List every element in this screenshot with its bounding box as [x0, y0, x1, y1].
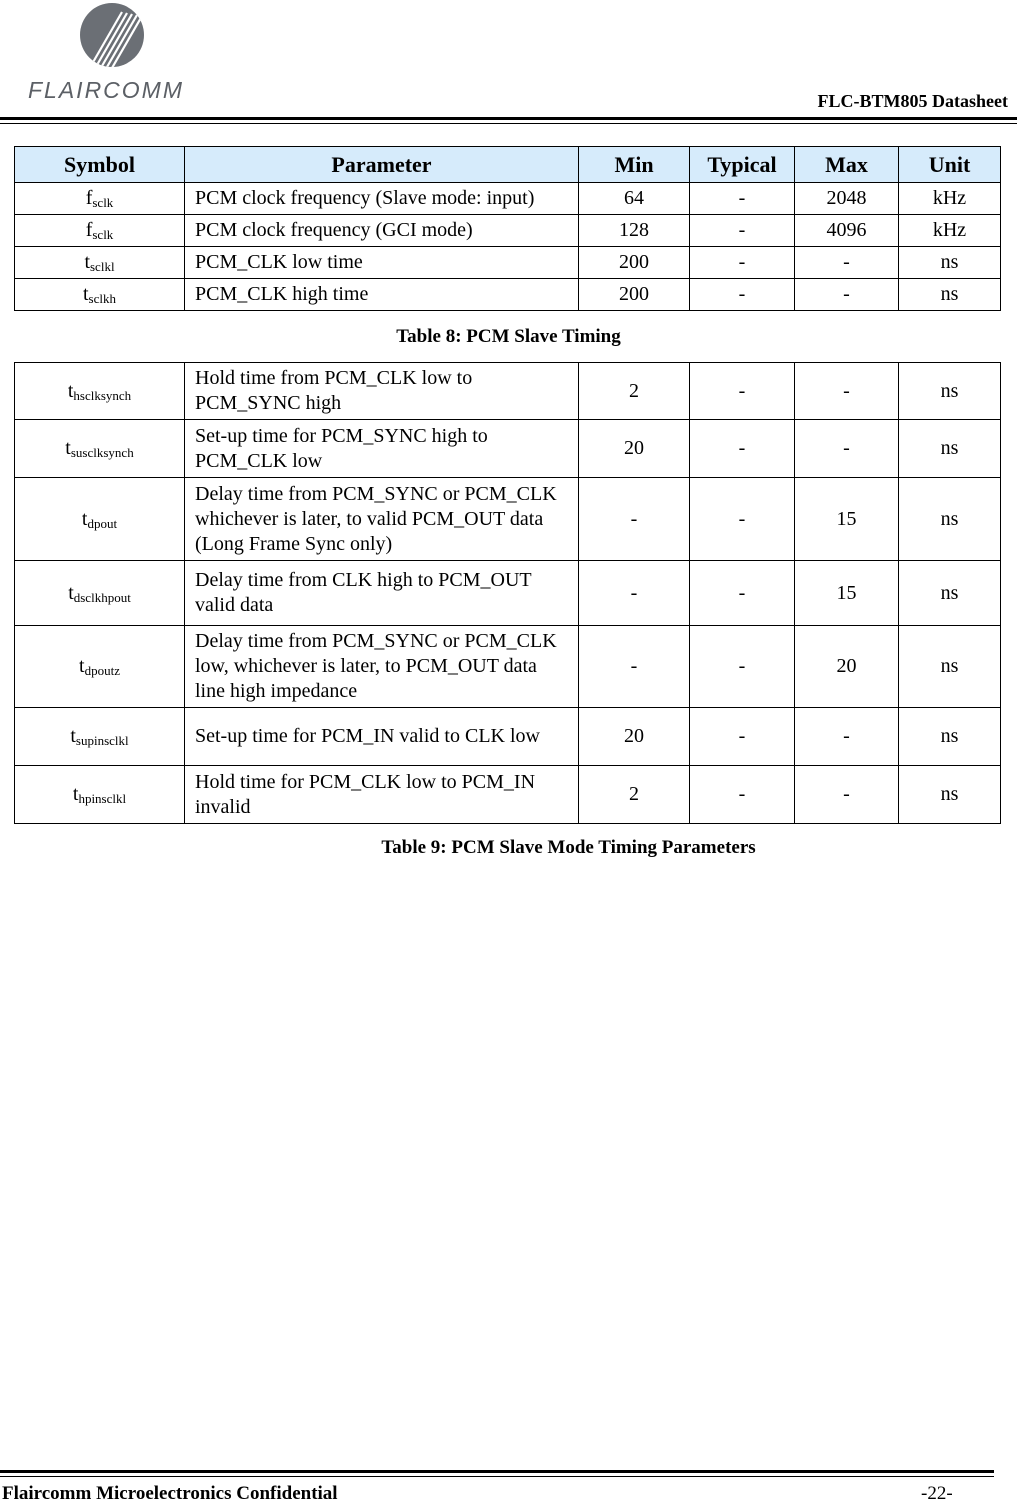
header-parameter: Parameter — [185, 147, 579, 183]
min-cell: 20 — [579, 420, 690, 478]
footer-rule — [0, 1470, 994, 1473]
max-cell: 20 — [795, 626, 899, 708]
table-row — [15, 363, 1001, 420]
typical-cell: - — [690, 766, 795, 824]
unit-cell: ns — [899, 247, 1001, 279]
symbol-subscript: sclk — [92, 227, 114, 242]
symbol-subscript: dpout — [87, 515, 118, 531]
max-cell: 4096 — [795, 215, 899, 247]
symbol-subscript: sclkh — [88, 291, 116, 306]
symbol-subscript: dsclkhpout — [73, 589, 131, 605]
symbol-subscript: supinsclkl — [75, 733, 129, 748]
symbol-base: t — [68, 581, 74, 604]
min-cell: 64 — [579, 183, 690, 215]
symbol-cell — [15, 279, 185, 311]
table-row — [15, 420, 1001, 478]
symbol-cell — [15, 183, 185, 215]
confidential-notice: Flaircomm Microelectronics Confidential — [2, 1483, 338, 1504]
symbol-base: t — [72, 783, 79, 805]
symbol-base: t — [79, 655, 85, 677]
symbol-cell — [15, 766, 185, 824]
typical-cell: - — [690, 363, 795, 420]
symbol-cell — [15, 478, 185, 561]
max-cell: - — [795, 247, 899, 279]
parameter-cell: Set-up time for PCM_SYNC high to PCM_CLK low — [185, 420, 579, 478]
page-number: -22- — [921, 1483, 953, 1504]
header-typical: Typical — [690, 147, 795, 183]
header-min: Min — [579, 147, 690, 183]
max-cell: 15 — [795, 561, 899, 626]
symbol-subscript: sclk — [92, 195, 114, 210]
symbol-subscript: dpoutz — [84, 663, 120, 678]
header-symbol: Symbol — [15, 147, 185, 183]
parameter-cell: Hold time for PCM_CLK low to PCM_IN invalid — [185, 766, 579, 824]
min-cell: 200 — [579, 279, 690, 311]
symbol-base: t — [65, 437, 71, 459]
min-cell: - — [579, 478, 690, 561]
typical-cell: - — [690, 215, 795, 247]
table-row — [15, 561, 1001, 626]
typical-cell: - — [690, 626, 795, 708]
symbol-base: t — [70, 725, 76, 747]
unit-cell: ns — [899, 561, 1001, 626]
min-cell: 2 — [579, 766, 690, 824]
unit-cell: ns — [899, 279, 1001, 311]
symbol-subscript: hpinsclkl — [78, 791, 127, 806]
symbol-base: f — [85, 187, 93, 209]
footer-rule-thin — [0, 1476, 994, 1477]
pcm-slave-mode-timing-table — [14, 362, 1001, 824]
symbol-cell — [15, 363, 185, 420]
header-unit: Unit — [899, 147, 1001, 183]
max-cell: - — [795, 363, 899, 420]
parameter-cell: PCM clock frequency (GCI mode) — [185, 215, 579, 247]
parameter-cell: Set-up time for PCM_IN valid to CLK low — [185, 708, 579, 766]
typical-cell: - — [690, 561, 795, 626]
unit-cell: ns — [899, 766, 1001, 824]
symbol-cell — [15, 626, 185, 708]
min-cell: - — [579, 561, 690, 626]
symbol-subscript: sclkl — [90, 259, 115, 274]
symbol-cell — [15, 420, 185, 478]
document-title: FLC-BTM805 Datasheet — [817, 91, 1008, 111]
symbol-subscript: susclksynch — [70, 445, 134, 460]
parameter-cell: Delay time from PCM_SYNC or PCM_CLK low, whichever is later, to PCM_OUT data line high impedance — [185, 626, 579, 708]
symbol-cell — [15, 561, 185, 626]
max-cell: - — [795, 708, 899, 766]
pcm-slave-timing-table — [14, 146, 1001, 311]
symbol-subscript: hsclksynch — [73, 387, 132, 403]
table-row — [15, 183, 1001, 215]
parameter-cell: Delay time from PCM_SYNC or PCM_CLK whichever is later, to valid PCM_OUT data (Long Frame Sync only) — [185, 478, 579, 561]
typical-cell: - — [690, 420, 795, 478]
unit-cell: kHz — [899, 183, 1001, 215]
table-9-caption: Table 9: PCM Slave Mode Timing Parameters — [381, 837, 756, 858]
parameter-cell: PCM_CLK high time — [185, 279, 579, 311]
max-cell: 2048 — [795, 183, 899, 215]
table-row — [15, 626, 1001, 708]
unit-cell: ns — [899, 708, 1001, 766]
typical-cell: - — [690, 478, 795, 561]
unit-cell: ns — [899, 626, 1001, 708]
logo-wordmark: FLAIRCOMM — [28, 77, 184, 103]
symbol-base: t — [81, 507, 88, 530]
max-cell: 15 — [795, 478, 899, 561]
max-cell: - — [795, 279, 899, 311]
parameter-cell: PCM clock frequency (Slave mode: input) — [185, 183, 579, 215]
parameter-cell: Delay time from CLK high to PCM_OUT valid data — [185, 561, 579, 626]
table-header-row — [15, 147, 1001, 183]
table-row — [15, 708, 1001, 766]
max-cell: - — [795, 420, 899, 478]
min-cell: 20 — [579, 708, 690, 766]
typical-cell: - — [690, 708, 795, 766]
table-row — [15, 247, 1001, 279]
table-row — [15, 766, 1001, 824]
min-cell: 200 — [579, 247, 690, 279]
flaircomm-logo — [26, 2, 196, 106]
min-cell: - — [579, 626, 690, 708]
typical-cell: - — [690, 183, 795, 215]
table-row — [15, 478, 1001, 561]
symbol-base: t — [67, 379, 74, 402]
unit-cell: ns — [899, 363, 1001, 420]
symbol-base: t — [84, 251, 90, 273]
symbol-base: f — [85, 219, 93, 241]
table-row — [15, 279, 1001, 311]
header-rule-thin — [0, 123, 1017, 124]
header-rule — [0, 117, 1017, 120]
parameter-cell: Hold time from PCM_CLK low to PCM_SYNC high — [185, 363, 579, 420]
min-cell: 128 — [579, 215, 690, 247]
unit-cell: kHz — [899, 215, 1001, 247]
typical-cell: - — [690, 247, 795, 279]
symbol-cell — [15, 215, 185, 247]
symbol-base: t — [82, 283, 89, 305]
unit-cell: ns — [899, 420, 1001, 478]
table-row — [15, 215, 1001, 247]
symbol-cell — [15, 708, 185, 766]
min-cell: 2 — [579, 363, 690, 420]
max-cell: - — [795, 766, 899, 824]
table-8-caption: Table 8: PCM Slave Timing — [396, 326, 621, 347]
header-max: Max — [795, 147, 899, 183]
typical-cell: - — [690, 279, 795, 311]
parameter-cell: PCM_CLK low time — [185, 247, 579, 279]
symbol-cell — [15, 247, 185, 279]
unit-cell: ns — [899, 478, 1001, 561]
